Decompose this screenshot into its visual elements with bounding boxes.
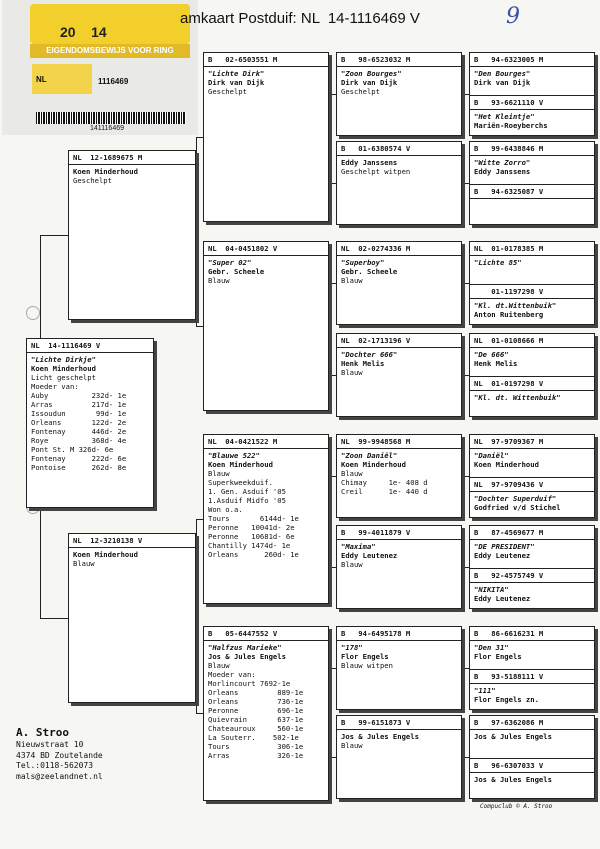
pedigree-box-mmf — [336, 626, 462, 710]
connector-line — [329, 283, 336, 284]
pigeon-detail-line: Quievrain 637-1e — [208, 715, 304, 724]
pedigree-box-gen4-bottom — [474, 284, 590, 324]
pigeon-name: "Dochter 666" — [341, 350, 398, 359]
ring-number: B 99-6438846 M — [474, 144, 544, 153]
pedigree-box-mfm — [336, 525, 462, 609]
pedigree-box-gen4-bottom — [474, 758, 590, 798]
pigeon-detail-line: Won o.a. — [208, 505, 243, 514]
connector-line — [462, 476, 469, 477]
separator — [470, 198, 594, 199]
pedigree-box-ff — [203, 52, 329, 222]
ring-card-number: 1116469 — [98, 77, 129, 86]
pedigree-box-gen4-top — [474, 437, 590, 475]
separator — [204, 255, 328, 256]
pigeon-name: "Witte Zorro" — [474, 158, 531, 167]
ring-number: NL 99-9948568 M — [341, 437, 411, 446]
pigeon-detail-line: Issoudun 99d- 1e — [31, 409, 127, 418]
pigeon-owner: Eddy Leutenez — [474, 551, 531, 560]
pigeon-detail-line: Peronne 696-1e — [208, 706, 304, 715]
ring-number: NL 14-1116469 V — [31, 341, 101, 350]
footer-copyright: Compuclub © A. Stroo — [480, 803, 553, 810]
breeder-address — [16, 726, 103, 782]
pedigree-box-father — [68, 150, 196, 320]
ring-number: NL 12-1689675 M — [73, 153, 143, 162]
pigeon-detail-line: Orleans 122d- 2e — [31, 418, 127, 427]
pigeon-name: "DE PRESIDENT" — [474, 542, 535, 551]
pigeon-detail-line: Roye 368d- 4e — [31, 436, 127, 445]
ring-number: B 92-4575749 V — [474, 571, 544, 580]
pigeon-detail-line: Auby 232d- 1e — [31, 391, 127, 400]
separator — [470, 284, 594, 285]
pedigree-box-gen4-top — [474, 528, 590, 566]
pigeon-detail-line: Pont St. M 326d- 6e — [31, 445, 114, 454]
handwritten-mark: 9 — [506, 4, 520, 29]
pigeon-name: "Daniël" — [474, 451, 509, 460]
ring-number: B 94-6495178 M — [341, 629, 411, 638]
punch-hole — [26, 306, 40, 320]
connector-line — [329, 375, 336, 376]
pigeon-detail-line: Morlincourt 7692-1e — [208, 679, 291, 688]
breeder-city: 4374 BD Zoutelande — [16, 750, 103, 760]
connector-line — [329, 476, 336, 477]
pigeon-name: "Super 02" — [208, 258, 252, 267]
pigeon-detail-line: Fontenay 446d- 2e — [31, 427, 127, 436]
pigeon-detail-line: Arras 217d- 1e — [31, 400, 127, 409]
separator — [470, 758, 594, 759]
pigeon-detail-line: Moeder van: — [31, 382, 79, 391]
pigeon-detail-line: Blauw — [341, 368, 363, 377]
connector-line — [196, 137, 197, 327]
pedigree-box-gen4-top — [474, 629, 590, 667]
pedigree-pair-gen4 — [469, 626, 595, 710]
pigeon-owner: Dirk van Dijk — [474, 78, 531, 87]
pedigree-box-mff — [336, 434, 462, 518]
pigeon-name: "Kl. dt. Wittenbuik" — [474, 393, 561, 402]
separator — [337, 255, 461, 256]
pigeon-detail-line: Chateauroux 560-1e — [208, 724, 304, 733]
pigeon-owner: Gebr. Scheele — [208, 267, 265, 276]
ring-number: NL 02-1713196 V — [341, 336, 411, 345]
connector-line — [40, 235, 68, 236]
breeder-email: mals@zeelandnet.nl — [16, 771, 103, 781]
separator — [337, 448, 461, 449]
pigeon-owner: Flor Engels — [474, 652, 522, 661]
pigeon-name: "Halfzus Marieke" — [208, 643, 282, 652]
ring-number: B 96-6307033 V — [474, 761, 544, 770]
ring-number: B 94-6325087 V — [474, 187, 544, 196]
ring-number: B 93-5188111 V — [474, 672, 544, 681]
pigeon-owner: Flor Engels — [341, 652, 389, 661]
pigeon-name: "Lichte Dirkje" — [31, 355, 96, 364]
separator — [470, 448, 594, 449]
pigeon-name: "Het Kleintje" — [474, 112, 535, 121]
separator — [27, 352, 153, 353]
pedigree-pair-gen4 — [469, 525, 595, 609]
pigeon-detail-line: Tours 306-1e — [208, 742, 304, 751]
pedigree-box-gen4-top — [474, 244, 590, 282]
pigeon-detail-line: Pontoise 262d- 8e — [31, 463, 127, 472]
connector-line — [329, 668, 336, 669]
separator — [470, 772, 594, 773]
connector-line — [196, 326, 203, 327]
separator — [470, 390, 594, 391]
pigeon-owner: Jos & Jules Engels — [474, 775, 552, 784]
pigeon-name: "NIKITA" — [474, 585, 509, 594]
pedigree-box-gen4-bottom — [474, 477, 590, 517]
pigeon-detail-line: Orleans 736-1e — [208, 697, 304, 706]
pigeon-detail-line: La Souterr. 502-1e — [208, 733, 299, 742]
ring-number: NL 12-3210138 V — [73, 536, 143, 545]
connector-line — [196, 519, 197, 713]
pedigree-box-fmm — [336, 333, 462, 417]
connector-line — [462, 283, 469, 284]
ring-card-country: NL — [36, 75, 47, 84]
pigeon-owner: Godfried v/d Stichel — [474, 503, 561, 512]
pigeon-detail-line: Blauw — [341, 560, 363, 569]
ring-number: B 98-6523032 M — [341, 55, 411, 64]
separator — [470, 66, 594, 67]
connector-line — [329, 757, 336, 758]
pigeon-owner: Koen Minderhoud — [31, 364, 96, 373]
pedigree-box-fmf — [336, 241, 462, 325]
separator — [470, 729, 594, 730]
pigeon-owner: Eddy Leutenez — [341, 551, 398, 560]
pigeon-detail-line: Creil 1e- 440 d — [341, 487, 428, 496]
connector-line — [329, 567, 336, 568]
pigeon-owner: Jos & Jules Engels — [474, 732, 552, 741]
ring-number: B 01-6380574 V — [341, 144, 411, 153]
pigeon-owner: Koen Minderhoud — [73, 167, 138, 176]
pedigree-pair-gen4 — [469, 333, 595, 417]
pigeon-detail-line: Geschelpt — [208, 87, 247, 96]
pedigree-box-gen4-bottom — [474, 184, 590, 224]
separator — [470, 477, 594, 478]
pedigree-pair-gen4 — [469, 241, 595, 325]
pedigree-box-mm — [203, 626, 329, 801]
pigeon-owner: Koen Minderhoud — [73, 550, 138, 559]
pigeon-owner: Eddy Leutenez — [474, 594, 531, 603]
pigeon-detail-line: Chantilly 1474d- 1e — [208, 541, 291, 550]
pigeon-name: "Zoon Bourges" — [341, 69, 402, 78]
pigeon-owner: Eddy Janssens — [474, 167, 531, 176]
pigeon-detail-line: Licht geschelpt — [31, 373, 96, 382]
ring-number: NL 02-0274336 M — [341, 244, 411, 253]
ring-number: B 97-6362086 M — [474, 718, 544, 727]
breeder-name: A. Stroo — [16, 726, 69, 739]
pigeon-detail-line: Arras 326-1e — [208, 751, 304, 760]
separator — [69, 164, 195, 165]
pigeon-owner: Jos & Jules Engels — [341, 732, 419, 741]
ring-number: NL 01-0178385 M — [474, 244, 544, 253]
pigeon-detail-line: Peronne 10681d- 6e — [208, 532, 295, 541]
separator — [470, 184, 594, 185]
separator — [470, 109, 594, 110]
separator — [470, 255, 594, 256]
breeder-phone: Tel.:0118-562073 — [16, 761, 94, 770]
pigeon-name: "Den 31" — [474, 643, 509, 652]
connector-line — [462, 567, 469, 568]
ring-card-yellow-header — [30, 4, 190, 44]
connector-line — [196, 519, 203, 520]
separator — [337, 539, 461, 540]
ring-number: B 86-6616231 M — [474, 629, 544, 638]
ring-number: B 94-6323005 M — [474, 55, 544, 64]
pedigree-box-gen4-top — [474, 55, 590, 93]
ring-number: NL 97-9709436 V — [474, 480, 544, 489]
separator — [470, 95, 594, 96]
pedigree-box-fff — [336, 52, 462, 136]
pigeon-name: "178" — [341, 643, 363, 652]
separator — [337, 729, 461, 730]
connector-line — [462, 183, 469, 184]
pigeon-detail-line: 1. Gen. Asduif '05 — [208, 487, 286, 496]
pigeon-detail-line: Superkweekduif. — [208, 478, 273, 487]
connector-line — [40, 618, 68, 619]
separator — [337, 155, 461, 156]
pigeon-detail-line: Tours 6144d- 1e — [208, 514, 299, 523]
pigeon-detail-line: Chimay 1e- 408 d — [341, 478, 428, 487]
pigeon-detail-line: Geschelpt — [341, 87, 380, 96]
pigeon-detail-line: Blauw — [208, 276, 230, 285]
connector-line — [196, 713, 203, 714]
connector-line — [40, 508, 41, 618]
pedigree-box-subject — [26, 338, 154, 508]
ring-certificate-card — [2, 0, 198, 135]
pigeon-owner: Anton Ruitenberg — [474, 310, 544, 319]
ring-number: B 02-6503551 M — [208, 55, 278, 64]
pigeon-detail-line: Orleans 889-1e — [208, 688, 304, 697]
pigeon-owner: Henk Melis — [341, 359, 385, 368]
separator — [204, 66, 328, 67]
connector-line — [329, 94, 336, 95]
connector-line — [462, 94, 469, 95]
pigeon-name: "Zoon Daniël" — [341, 451, 398, 460]
pigeon-detail-line: Blauw witpen — [341, 661, 393, 670]
separator — [470, 298, 594, 299]
pigeon-name: "Den Bourges" — [474, 69, 531, 78]
pigeon-owner: Dirk van Dijk — [208, 78, 265, 87]
ring-card-band: EIGENDOMSBEWIJS VOOR RING — [30, 44, 190, 58]
pedigree-box-gen4-bottom — [474, 568, 590, 608]
pigeon-detail-line: Blauw — [208, 469, 230, 478]
pigeon-name: "Maxima" — [341, 542, 376, 551]
pigeon-detail-line: Geschelpt — [73, 176, 112, 185]
pigeon-name: "Superboy" — [341, 258, 385, 267]
page-title: amkaart Postduif: NL 14-1116469 V — [180, 10, 420, 27]
pedigree-box-mother — [68, 533, 196, 703]
pigeon-owner: Dirk van Dijk — [341, 78, 398, 87]
pigeon-detail-line: Orleans 260d- 1e — [208, 550, 299, 559]
separator — [470, 539, 594, 540]
pedigree-box-gen4-top — [474, 144, 590, 182]
separator — [204, 640, 328, 641]
pigeon-owner: Koen Minderhoud — [341, 460, 406, 469]
pigeon-detail-line: Geschelpt witpen — [341, 167, 411, 176]
pigeon-name: "De 666" — [474, 350, 509, 359]
ring-number: NL 04-0451802 V — [208, 244, 278, 253]
separator — [470, 640, 594, 641]
separator — [204, 448, 328, 449]
pedigree-box-gen4-bottom — [474, 669, 590, 709]
pigeon-name: "Lichte Dirk" — [208, 69, 265, 78]
pigeon-owner: Henk Melis — [474, 359, 518, 368]
pigeon-detail-line: Blauw — [73, 559, 95, 568]
ring-number: 01-1197298 V — [474, 287, 544, 296]
separator — [470, 568, 594, 569]
separator — [470, 491, 594, 492]
separator — [470, 155, 594, 156]
pedigree-box-mf — [203, 434, 329, 604]
separator — [337, 347, 461, 348]
pedigree-box-mmm — [336, 715, 462, 799]
separator — [337, 640, 461, 641]
separator — [337, 66, 461, 67]
separator — [470, 347, 594, 348]
ring-number: B 99-6151873 V — [341, 718, 411, 727]
pedigree-box-ffm — [336, 141, 462, 225]
ring-number: NL 01-0197298 V — [474, 379, 544, 388]
pedigree-pair-gen4 — [469, 52, 595, 136]
pedigree-pair-gen4 — [469, 434, 595, 518]
ring-number: NL 01-0108666 M — [474, 336, 544, 345]
separator — [470, 582, 594, 583]
ring-number: B 87-4569677 M — [474, 528, 544, 537]
pigeon-name: "Kl. dt.Wittenbuik" — [474, 301, 557, 310]
ring-number: B 93-6621110 V — [474, 98, 544, 107]
connector-line — [462, 375, 469, 376]
pedigree-box-gen4-top — [474, 718, 590, 756]
pedigree-pair-gen4 — [469, 715, 595, 799]
pedigree-box-gen4-top — [474, 336, 590, 374]
connector-line — [462, 668, 469, 669]
pedigree-box-fm — [203, 241, 329, 411]
pigeon-name: "Dochter Superduif" — [474, 494, 557, 503]
pigeon-detail-line: Blauw — [208, 661, 230, 670]
pedigree-pair-gen4 — [469, 141, 595, 225]
pigeon-owner: Koen Minderhoud — [474, 460, 539, 469]
connector-line — [196, 137, 203, 138]
pedigree-box-gen4-bottom — [474, 376, 590, 416]
pigeon-name: "Blauwe 522" — [208, 451, 260, 460]
breeder-street: Nieuwstraat 10 — [16, 740, 84, 749]
ring-number: B 05-6447552 V — [208, 629, 278, 638]
pigeon-detail-line: Fontenay 222d- 6e — [31, 454, 127, 463]
ring-number: NL 97-9709367 M — [474, 437, 544, 446]
pigeon-detail-line: 1.Asduif Midfo '05 — [208, 496, 286, 505]
pigeon-detail-line: Blauw — [341, 469, 363, 478]
pigeon-name: "111" — [474, 686, 496, 695]
separator — [470, 683, 594, 684]
connector-line — [40, 235, 41, 338]
separator — [470, 669, 594, 670]
ring-number: NL 04-0421522 M — [208, 437, 278, 446]
pigeon-detail-line: Moeder van: — [208, 670, 256, 679]
separator — [470, 376, 594, 377]
ring-card-barcode-number: 141116469 — [90, 125, 124, 132]
ring-number: B 99-4011879 V — [341, 528, 411, 537]
pigeon-name: "Lichte 85" — [474, 258, 522, 267]
separator — [69, 547, 195, 548]
pedigree-box-gen4-bottom — [474, 95, 590, 135]
connector-line — [462, 757, 469, 758]
pigeon-owner: Gebr. Scheele — [341, 267, 398, 276]
pigeon-detail-line: Blauw — [341, 741, 363, 750]
pigeon-owner: Jos & Jules Engels — [208, 652, 286, 661]
pigeon-detail-line: Peronne 10041d- 2e — [208, 523, 295, 532]
pigeon-owner: Eddy Janssens — [341, 158, 398, 167]
ring-card-barcode — [36, 112, 186, 124]
ring-card-year: 20 14 — [60, 24, 107, 40]
pigeon-owner: Flor Engels zn. — [474, 695, 539, 704]
pigeon-owner: Mariën-Roeyberchs — [474, 121, 548, 130]
pigeon-detail-line: Blauw — [341, 276, 363, 285]
connector-line — [329, 183, 336, 184]
pigeon-owner: Koen Minderhoud — [208, 460, 273, 469]
